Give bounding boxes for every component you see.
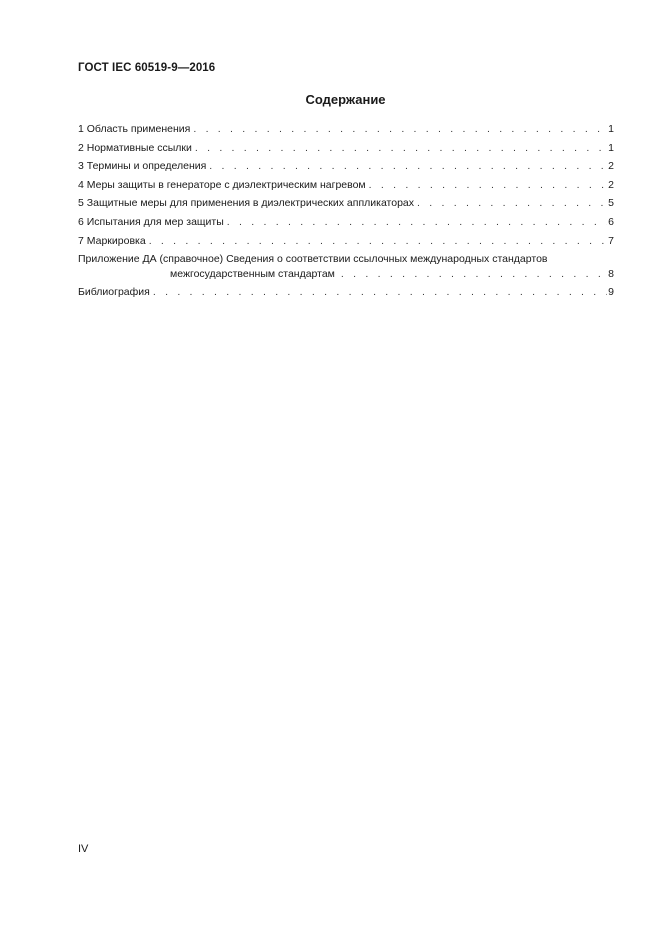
toc-entry-applicator-protection[interactable] <box>78 196 614 215</box>
dot-leader <box>149 234 607 248</box>
toc-entry-label: Библиография <box>78 286 150 299</box>
toc-appendix-subtitle: межгосударственным стандартам <box>170 268 335 281</box>
toc-entry-page: 1 <box>608 141 614 154</box>
toc-appendix-title: Приложение ДА (справочное) Сведения о соответствии ссылочных международных стандартов <box>78 253 548 266</box>
toc-title: Содержание <box>305 92 386 107</box>
table-of-contents <box>78 122 614 304</box>
page-number: IV <box>78 843 89 855</box>
toc-entry-page: 7 <box>608 234 614 247</box>
toc-entry-label: 5 Защитные меры для применения в диэлектрических аппликаторах <box>78 197 415 210</box>
toc-entry-label: 6 Испытания для мер защиты <box>78 215 224 228</box>
toc-entry-page: 9 <box>608 286 614 299</box>
toc-entry-label: 3 Термины и определения <box>78 160 207 173</box>
toc-entry-scope[interactable] <box>78 122 614 141</box>
dot-leader <box>369 178 608 192</box>
toc-entry-page: 2 <box>608 160 614 173</box>
toc-entry-bibliography[interactable] <box>78 285 614 304</box>
toc-entry-page: 8 <box>608 268 614 281</box>
dot-leader <box>417 196 607 210</box>
toc-entry-terms-definitions[interactable] <box>78 159 614 178</box>
dot-leader <box>153 285 607 299</box>
toc-entry-normative-references[interactable] <box>78 141 614 160</box>
toc-entry-label: 4 Меры защиты в генераторе с диэлектрическим нагревом <box>78 178 366 191</box>
toc-entry-label: 7 Маркировка <box>78 234 146 247</box>
dot-leader <box>209 159 607 173</box>
toc-entry-page: 6 <box>608 215 614 228</box>
dot-leader <box>227 215 607 229</box>
toc-entry-generator-protection[interactable] <box>78 178 614 197</box>
toc-entry-marking[interactable] <box>78 234 614 253</box>
toc-entry-appendix[interactable] <box>78 252 614 285</box>
dot-leader <box>193 122 607 136</box>
toc-entry-label: 2 Нормативные ссылки <box>78 141 192 154</box>
dot-leader <box>195 141 607 155</box>
toc-entry-page: 1 <box>608 123 614 135</box>
document-code: ГОСТ IEC 60519-9—2016 <box>78 62 216 74</box>
toc-entry-tests[interactable] <box>78 215 614 234</box>
toc-entry-page: 2 <box>608 178 614 191</box>
dot-leader <box>341 267 607 281</box>
toc-entry-page: 5 <box>608 197 614 210</box>
toc-entry-label: 1 Область применения <box>78 123 191 135</box>
